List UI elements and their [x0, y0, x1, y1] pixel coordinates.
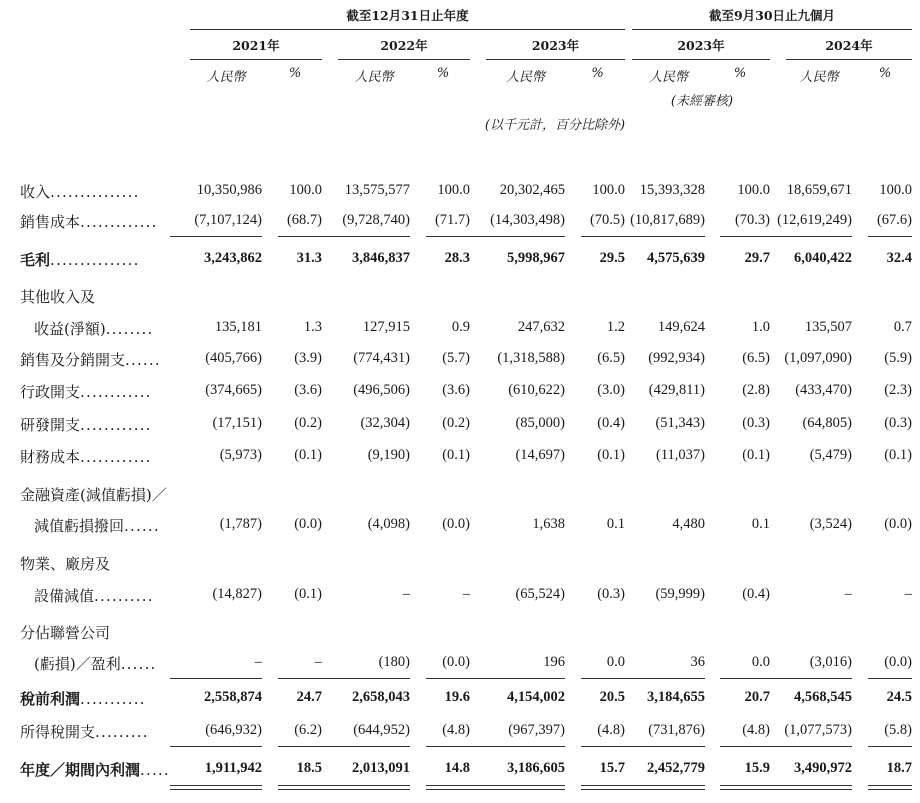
row-label-text: 行政開支 — [20, 383, 81, 401]
single-underline — [603, 678, 705, 679]
row-label-text: 年度／期間內利潤 — [20, 761, 141, 779]
percent-cell: (0.4) — [742, 586, 770, 602]
percent-cell: (5.9) — [884, 350, 912, 366]
percent-label: % — [436, 66, 450, 81]
year-label: 2023年 — [531, 38, 580, 53]
unaudited-note: (未經審核) — [670, 94, 734, 109]
currency-label: 人民幣 — [354, 70, 394, 85]
amount-cell: (4,098) — [367, 516, 410, 532]
amount-cell: (7,107,124) — [194, 212, 262, 228]
row-label — [20, 759, 170, 780]
row-label — [20, 286, 95, 307]
amount-cell: 2,558,874 — [204, 689, 262, 705]
row-label-text: 分佔聯營公司 — [20, 624, 111, 642]
percent-cell: (3.6) — [294, 382, 322, 398]
percent-cell: (0.3) — [884, 415, 912, 431]
percent-cell: (0.2) — [294, 415, 322, 431]
percent-cell: 0.9 — [451, 319, 470, 335]
percent-cell: (0.3) — [597, 586, 625, 602]
single-underline — [278, 678, 322, 679]
amount-cell: – — [402, 586, 410, 602]
amount-cell: (11,037) — [656, 447, 705, 463]
amount-cell: 2,452,779 — [647, 760, 705, 776]
single-underline — [463, 236, 565, 237]
amount-cell: 2,013,091 — [352, 760, 410, 776]
row-label — [20, 181, 140, 202]
percent-cell: (0.0) — [294, 516, 322, 532]
amount-cell: 127,915 — [362, 319, 410, 335]
percent-cell: (0.1) — [294, 447, 322, 463]
single-underline — [463, 746, 565, 747]
year-rule — [190, 59, 322, 60]
amount-cell: 1,638 — [532, 516, 565, 532]
amount-cell: 3,184,655 — [647, 689, 705, 705]
row-label — [20, 688, 146, 709]
leader-dots: ........ — [105, 320, 154, 338]
year-label: 2024年 — [825, 38, 873, 53]
leader-dots: ............... — [50, 183, 140, 201]
leader-dots: ...... — [120, 655, 157, 673]
amount-cell: (3,016) — [809, 654, 852, 670]
row-label-text: 收益(淨額) — [34, 320, 106, 338]
percent-cell: (68.7) — [286, 212, 322, 228]
percent-cell: 0.0 — [606, 654, 625, 670]
percent-cell: 24.7 — [296, 689, 322, 705]
single-underline — [318, 678, 410, 679]
percent-cell: (2.8) — [742, 382, 770, 398]
amount-cell: 149,624 — [657, 319, 705, 335]
single-underline — [868, 746, 912, 747]
percent-cell: (0.1) — [294, 586, 322, 602]
percent-cell: (0.0) — [884, 654, 912, 670]
percent-cell: 29.5 — [599, 250, 625, 266]
percent-cell: (3.9) — [294, 350, 322, 366]
amount-cell: 1,911,942 — [204, 760, 262, 776]
leader-dots: ............... — [50, 251, 140, 269]
percent-cell: 1.2 — [606, 319, 625, 335]
percent-cell: 15.7 — [599, 760, 625, 776]
percent-cell: – — [904, 586, 912, 602]
percent-cell: (70.5) — [589, 212, 625, 228]
year-rule — [786, 59, 912, 60]
leader-dots: ...... — [124, 517, 160, 535]
row-label — [34, 653, 157, 674]
amount-cell: (1,097,090) — [784, 350, 852, 366]
row-label — [34, 515, 160, 536]
row-label-text: 銷售成本 — [20, 213, 81, 231]
amount-cell: 135,507 — [804, 319, 852, 335]
double-underline — [318, 785, 410, 790]
double-underline — [278, 785, 322, 790]
percent-cell: (4.8) — [742, 722, 770, 738]
leader-dots: ........... — [80, 690, 146, 708]
single-underline — [760, 236, 852, 237]
amount-cell: (433,470) — [795, 382, 852, 398]
amount-cell: 2,658,043 — [352, 689, 410, 705]
amount-cell: (14,827) — [212, 586, 262, 602]
percent-cell: 24.5 — [886, 689, 912, 705]
amount-cell: 3,490,972 — [794, 760, 852, 776]
row-label-text: 減值虧損撥回 — [34, 517, 125, 535]
percent-cell: 1.3 — [303, 319, 322, 335]
amount-cell: (10,817,689) — [630, 212, 705, 228]
row-label — [20, 381, 152, 402]
percent-cell: (0.1) — [884, 447, 912, 463]
amount-cell: (5,973) — [219, 447, 262, 463]
leader-dots: ...... — [125, 351, 161, 369]
percent-cell: – — [462, 586, 470, 602]
percent-cell: – — [314, 654, 322, 670]
leader-dots: .......... — [94, 587, 154, 605]
year-label: 2023年 — [677, 38, 725, 53]
amount-cell: (59,999) — [655, 586, 705, 602]
amount-cell: 4,154,002 — [507, 689, 565, 705]
single-underline — [760, 746, 852, 747]
percent-cell: (0.1) — [597, 447, 625, 463]
header-rule-fy — [190, 29, 625, 30]
amount-cell: (3,524) — [809, 516, 852, 532]
amount-cell: (429,811) — [648, 382, 705, 398]
amount-cell: (9,190) — [367, 447, 410, 463]
row-label — [34, 318, 153, 339]
amount-cell: – — [254, 654, 262, 670]
amount-cell: (9,728,740) — [342, 212, 410, 228]
row-label-text: 稅前利潤 — [20, 690, 81, 708]
row-label-text: (虧損)／盈利 — [34, 655, 121, 673]
percent-cell: 29.7 — [744, 250, 770, 266]
row-label-text: 財務成本 — [20, 448, 81, 466]
row-label — [20, 484, 167, 505]
percent-cell: (3.0) — [597, 382, 625, 398]
amount-cell: (967,397) — [508, 722, 565, 738]
percent-cell: (70.3) — [734, 212, 770, 228]
amount-cell: 3,186,605 — [507, 760, 565, 776]
amount-cell: (32,304) — [360, 415, 410, 431]
percent-cell: 15.9 — [744, 760, 770, 776]
year-rule — [486, 59, 625, 60]
row-label — [20, 622, 110, 643]
year-rule — [338, 59, 470, 60]
currency-label: 人民幣 — [505, 70, 545, 85]
percent-cell: 100.0 — [737, 182, 770, 198]
currency-label: 人民幣 — [648, 70, 688, 85]
amount-cell: (65,524) — [515, 586, 565, 602]
amount-cell: (85,000) — [515, 415, 565, 431]
percent-cell: 100.0 — [289, 182, 322, 198]
year-label: 2022年 — [380, 38, 428, 53]
percent-cell: 0.1 — [606, 516, 625, 532]
amount-cell: 15,393,328 — [639, 182, 705, 198]
row-label — [20, 721, 149, 742]
amount-cell: 5,998,967 — [507, 250, 565, 266]
header-group-fy: 截至12月31日止年度 — [346, 8, 469, 23]
single-underline — [463, 678, 565, 679]
leader-dots: ..... — [140, 761, 170, 779]
percent-cell: 100.0 — [437, 182, 470, 198]
single-underline — [170, 746, 262, 747]
year-rule — [632, 59, 770, 60]
amount-cell: 3,846,837 — [352, 250, 410, 266]
amount-cell: (64,805) — [802, 415, 852, 431]
single-underline — [318, 236, 410, 237]
unit-note: (以千元計，百分比除外) — [484, 118, 626, 133]
percent-cell: 100.0 — [592, 182, 625, 198]
single-underline — [170, 236, 262, 237]
amount-cell: 3,243,862 — [204, 250, 262, 266]
amount-cell: (5,479) — [809, 447, 852, 463]
row-label-text: 銷售及分銷開支 — [20, 351, 126, 369]
amount-cell: 18,659,671 — [786, 182, 852, 198]
percent-cell: (2.3) — [884, 382, 912, 398]
amount-cell: 247,632 — [517, 319, 565, 335]
percent-cell: 14.8 — [444, 760, 470, 776]
amount-cell: (51,343) — [655, 415, 705, 431]
double-underline — [170, 785, 262, 790]
percent-cell: (5.7) — [442, 350, 470, 366]
percent-cell: 20.7 — [744, 689, 770, 705]
amount-cell: (374,665) — [205, 382, 262, 398]
amount-cell: 36 — [690, 654, 705, 670]
row-label-text: 金融資產(減值虧損)／ — [20, 486, 167, 504]
percent-cell: (0.1) — [742, 447, 770, 463]
row-label — [20, 249, 140, 270]
currency-label: 人民幣 — [206, 70, 246, 85]
percent-cell: 100.0 — [879, 182, 912, 198]
percent-cell: (71.7) — [434, 212, 470, 228]
amount-cell: 20,302,465 — [499, 182, 565, 198]
percent-label: % — [591, 66, 604, 81]
header-rule-9m — [632, 29, 912, 30]
row-label — [20, 553, 110, 574]
single-underline — [278, 746, 322, 747]
leader-dots: ............ — [80, 416, 152, 434]
double-underline — [760, 785, 852, 790]
row-label-text: 所得稅開支 — [20, 723, 96, 741]
single-underline — [868, 236, 912, 237]
header-group-9m: 截至9月30日止九個月 — [708, 8, 836, 23]
row-label-text: 毛利 — [20, 251, 51, 269]
percent-cell: 18.7 — [886, 760, 912, 776]
percent-cell: (0.0) — [442, 654, 470, 670]
amount-cell: (496,506) — [353, 382, 410, 398]
single-underline — [318, 746, 410, 747]
row-label — [34, 585, 154, 606]
percent-label: % — [878, 66, 892, 81]
percent-cell: 1.0 — [751, 319, 770, 335]
percent-cell: (0.4) — [597, 415, 625, 431]
percent-cell: 0.0 — [751, 654, 770, 670]
amount-cell: (180) — [378, 654, 410, 670]
row-label-text: 收入 — [20, 183, 51, 201]
percent-cell: (0.0) — [442, 516, 470, 532]
percent-cell: (0.2) — [442, 415, 470, 431]
amount-cell: 10,350,986 — [196, 182, 262, 198]
single-underline — [603, 236, 705, 237]
percent-cell: 19.6 — [444, 689, 470, 705]
amount-cell: 4,575,639 — [647, 250, 705, 266]
double-underline — [868, 785, 912, 790]
row-label-text: 其他收入及 — [20, 288, 96, 306]
amount-cell: (610,622) — [508, 382, 565, 398]
amount-cell: (1,318,588) — [497, 350, 565, 366]
percent-cell: (6.5) — [742, 350, 770, 366]
percent-cell: (0.3) — [742, 415, 770, 431]
leader-dots: ............ — [80, 448, 152, 466]
amount-cell: (644,952) — [353, 722, 410, 738]
percent-cell: (6.5) — [597, 350, 625, 366]
percent-cell: 28.3 — [444, 250, 470, 266]
percent-cell: 18.5 — [296, 760, 322, 776]
single-underline — [868, 678, 912, 679]
row-label — [20, 211, 158, 232]
row-label-text: 研發開支 — [20, 416, 81, 434]
amount-cell: 4,568,545 — [794, 689, 852, 705]
single-underline — [170, 678, 262, 679]
double-underline — [603, 785, 705, 790]
single-underline — [603, 746, 705, 747]
amount-cell: 135,181 — [214, 319, 262, 335]
amount-cell: (1,787) — [219, 516, 262, 532]
row-label — [20, 349, 161, 370]
percent-cell: (67.6) — [876, 212, 912, 228]
row-label-text: 物業、廠房及 — [20, 555, 111, 573]
percent-cell: (5.8) — [884, 722, 912, 738]
amount-cell: 4,480 — [672, 516, 705, 532]
percent-cell: 32.4 — [886, 250, 912, 266]
amount-cell: (731,876) — [648, 722, 705, 738]
percent-cell: (0.1) — [442, 447, 470, 463]
amount-cell: (1,077,573) — [784, 722, 852, 738]
leader-dots: ............ — [80, 383, 152, 401]
amount-cell: 196 — [543, 654, 565, 670]
row-label-text: 設備減值 — [34, 587, 95, 605]
currency-label: 人民幣 — [799, 70, 839, 85]
leader-dots: ............. — [80, 213, 158, 231]
amount-cell: (12,619,249) — [777, 212, 852, 228]
leader-dots: ......... — [95, 723, 149, 741]
year-label: 2021年 — [232, 38, 280, 53]
amount-cell: (14,303,498) — [490, 212, 565, 228]
percent-label: % — [288, 66, 302, 81]
percent-cell: (0.0) — [884, 516, 912, 532]
amount-cell: (17,151) — [212, 415, 262, 431]
single-underline — [760, 678, 852, 679]
percent-cell: 0.1 — [751, 516, 770, 532]
percent-cell: (3.6) — [442, 382, 470, 398]
percent-label: % — [733, 66, 747, 81]
row-label — [20, 446, 152, 467]
amount-cell: (405,766) — [205, 350, 262, 366]
percent-cell: 0.7 — [893, 319, 912, 335]
double-underline — [463, 785, 565, 790]
percent-cell: (6.2) — [294, 722, 322, 738]
amount-cell: 13,575,577 — [344, 182, 410, 198]
row-label — [20, 414, 152, 435]
amount-cell: (992,934) — [648, 350, 705, 366]
percent-cell: 31.3 — [296, 250, 322, 266]
amount-cell: 6,040,422 — [794, 250, 852, 266]
percent-cell: (4.8) — [597, 722, 625, 738]
percent-cell: 20.5 — [599, 689, 625, 705]
single-underline — [278, 236, 322, 237]
amount-cell: (774,431) — [353, 350, 410, 366]
percent-cell: (4.8) — [442, 722, 470, 738]
amount-cell: – — [844, 586, 852, 602]
amount-cell: (14,697) — [515, 447, 565, 463]
amount-cell: (646,932) — [205, 722, 262, 738]
